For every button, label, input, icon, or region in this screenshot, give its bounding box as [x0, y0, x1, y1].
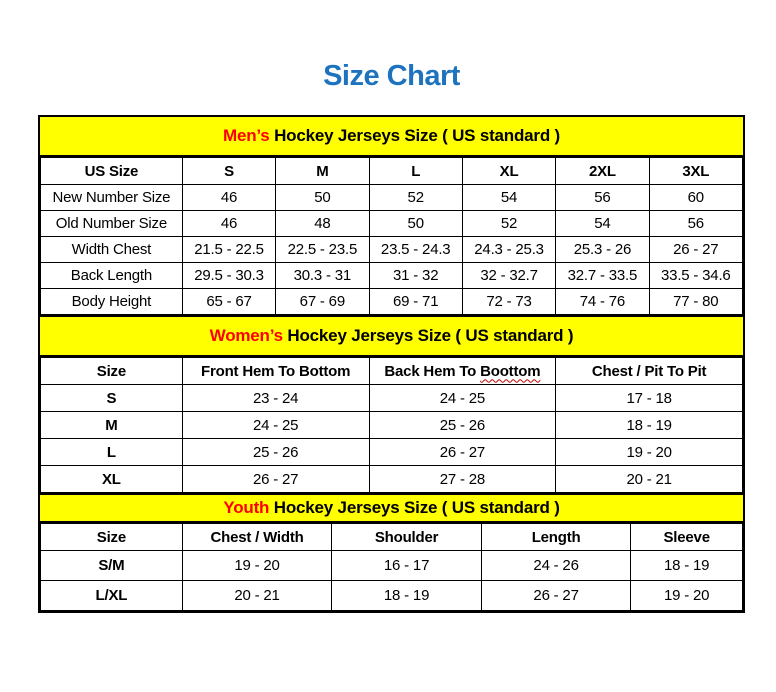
value-cell: 72 - 73 — [462, 289, 555, 315]
value-cell: 18 - 19 — [556, 412, 743, 439]
value-cell: 24 - 26 — [481, 551, 631, 581]
value-cell: 27 - 28 — [369, 466, 556, 493]
womens-band-text: Hockey Jerseys Size ( US standard ) — [282, 326, 574, 345]
value-cell: 24.3 - 25.3 — [462, 237, 555, 263]
value-cell: 23.5 - 24.3 — [369, 237, 462, 263]
womens-band-accent: Women’s — [209, 326, 283, 345]
mens-row-body-height — [41, 289, 743, 315]
value-cell: 25 - 26 — [182, 439, 369, 466]
womens-row-m — [41, 412, 743, 439]
youth-row-sm — [41, 551, 743, 581]
womens-size-table — [40, 357, 743, 493]
value-cell: 56 — [556, 185, 649, 211]
row-label: L — [41, 439, 183, 466]
womens-row-s — [41, 385, 743, 412]
value-cell: 31 - 32 — [369, 263, 462, 289]
size-chart-container — [38, 115, 745, 613]
misspelled-word: Boottom — [480, 362, 541, 380]
row-label: Old Number Size — [41, 211, 183, 237]
mens-header-row — [41, 158, 743, 185]
womens-section-band — [40, 315, 743, 357]
youth-header-cell-chest-width: Chest / Width — [182, 524, 332, 551]
value-cell: 52 — [462, 211, 555, 237]
youth-band-text: Hockey Jerseys Size ( US standard ) — [269, 498, 560, 517]
mens-row-back-length — [41, 263, 743, 289]
value-cell: 22.5 - 23.5 — [276, 237, 369, 263]
value-cell: 46 — [182, 185, 275, 211]
value-cell: 54 — [556, 211, 649, 237]
row-label: New Number Size — [41, 185, 183, 211]
row-label: S/M — [41, 551, 183, 581]
value-cell: 69 - 71 — [369, 289, 462, 315]
value-cell: 16 - 17 — [332, 551, 482, 581]
value-cell: 33.5 - 34.6 — [649, 263, 742, 289]
womens-header-cell-front-hem: Front Hem To Bottom — [182, 358, 369, 385]
value-cell: 67 - 69 — [276, 289, 369, 315]
value-cell: 65 - 67 — [182, 289, 275, 315]
value-cell: 23 - 24 — [182, 385, 369, 412]
mens-header-cell-3xl: 3XL — [649, 158, 742, 185]
youth-row-lxl — [41, 581, 743, 611]
mens-row-old-number — [41, 211, 743, 237]
page-title: Size Chart — [323, 60, 460, 92]
row-label: Back Length — [41, 263, 183, 289]
mens-header-cell-l: L — [369, 158, 462, 185]
mens-band-accent: Men’s — [223, 126, 270, 145]
value-cell: 19 - 20 — [182, 551, 332, 581]
value-cell: 50 — [369, 211, 462, 237]
row-label: Body Height — [41, 289, 183, 315]
mens-band-text: Hockey Jerseys Size ( US standard ) — [269, 126, 560, 145]
mens-row-width-chest — [41, 237, 743, 263]
value-cell: 19 - 20 — [556, 439, 743, 466]
mens-header-cell-us-size: US Size — [41, 158, 183, 185]
value-cell: 60 — [649, 185, 742, 211]
value-cell: 24 - 25 — [182, 412, 369, 439]
value-cell: 18 - 19 — [631, 551, 743, 581]
value-cell: 18 - 19 — [332, 581, 482, 611]
value-cell: 21.5 - 22.5 — [182, 237, 275, 263]
youth-header-cell-shoulder: Shoulder — [332, 524, 482, 551]
womens-header-cell-back-hem: Back Hem To Boottom — [369, 358, 556, 385]
row-label: L/XL — [41, 581, 183, 611]
value-cell: 25 - 26 — [369, 412, 556, 439]
value-cell: 46 — [182, 211, 275, 237]
youth-header-cell-length: Length — [481, 524, 631, 551]
value-cell: 19 - 20 — [631, 581, 743, 611]
mens-header-cell-m: M — [276, 158, 369, 185]
value-cell: 26 - 27 — [481, 581, 631, 611]
value-cell: 74 - 76 — [556, 289, 649, 315]
value-cell: 20 - 21 — [556, 466, 743, 493]
mens-row-new-number — [41, 185, 743, 211]
womens-header-cell-size: Size — [41, 358, 183, 385]
value-cell: 56 — [649, 211, 742, 237]
value-cell: 20 - 21 — [182, 581, 332, 611]
row-label: XL — [41, 466, 183, 493]
value-cell: 32.7 - 33.5 — [556, 263, 649, 289]
youth-size-table — [40, 523, 743, 611]
value-cell: 30.3 - 31 — [276, 263, 369, 289]
value-cell: 29.5 - 30.3 — [182, 263, 275, 289]
value-cell: 25.3 - 26 — [556, 237, 649, 263]
womens-header-cell-chest-pit: Chest / Pit To Pit — [556, 358, 743, 385]
womens-header-row — [41, 358, 743, 385]
value-cell: 17 - 18 — [556, 385, 743, 412]
mens-header-cell-s: S — [182, 158, 275, 185]
value-cell: 26 - 27 — [182, 466, 369, 493]
value-cell: 26 - 27 — [649, 237, 742, 263]
mens-header-cell-xl: XL — [462, 158, 555, 185]
youth-header-cell-size: Size — [41, 524, 183, 551]
value-cell: 32 - 32.7 — [462, 263, 555, 289]
mens-header-cell-2xl: 2XL — [556, 158, 649, 185]
mens-section-band — [40, 117, 743, 157]
value-cell: 52 — [369, 185, 462, 211]
youth-header-cell-sleeve: Sleeve — [631, 524, 743, 551]
mens-size-table — [40, 157, 743, 315]
value-cell: 50 — [276, 185, 369, 211]
value-cell: 77 - 80 — [649, 289, 742, 315]
value-cell: 26 - 27 — [369, 439, 556, 466]
value-cell: 48 — [276, 211, 369, 237]
value-cell: 54 — [462, 185, 555, 211]
row-label: M — [41, 412, 183, 439]
womens-row-l — [41, 439, 743, 466]
womens-row-xl — [41, 466, 743, 493]
youth-header-row — [41, 524, 743, 551]
youth-band-accent: Youth — [223, 498, 270, 517]
value-cell: 24 - 25 — [369, 385, 556, 412]
row-label: Width Chest — [41, 237, 183, 263]
youth-section-band — [40, 493, 743, 523]
row-label: S — [41, 385, 183, 412]
